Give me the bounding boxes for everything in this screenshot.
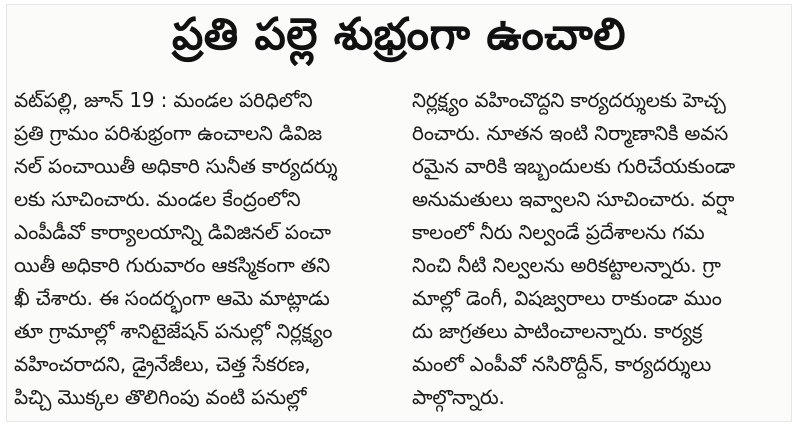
article-line: మంలో ఎంపీవో నసిరొద్దీన్, కార్యదర్శులు: [412, 352, 712, 376]
article-line: రించారు. నూతన ఇంటి నిర్మాణానికి అవస: [412, 121, 729, 145]
article-line: పిచ్చి మొక్కల తొలిగింపు వంటి పనుల్లో: [14, 385, 307, 409]
article-line: నిర్లక్ష్యం వహించొద్దని కార్యదర్శులకు హెచ్చ: [412, 88, 726, 112]
article-line: ఎంపీడీవో కార్యాలయాన్ని డివిజినల్ పంచా: [14, 220, 331, 244]
article-line: మాల్లో డెంగీ, విషజ్వరాలు రాకుండా ముం: [412, 286, 722, 310]
newspaper-clipping: [6, 4, 792, 422]
article-column-left: [14, 84, 386, 414]
article-line: లకు సూచించారు. మండల కేంద్రంలోని: [14, 187, 301, 211]
article-column-right: [412, 84, 784, 414]
article-line: వహించరాదని, డ్రైనేజీలు, చెత్త సేకరణ,: [14, 352, 311, 376]
headline: ప్రతి పల్లె శుభ్రంగా ఉంచాలి: [171, 9, 627, 60]
article-line: తూ గ్రామాల్లో శానిటైజేషన్ పనుల్లో నిర్లక్ష్యం: [14, 319, 333, 343]
article-line: యితీ అధికారి గురువారం ఆకస్మికంగా తని: [14, 253, 330, 277]
article-line: నల్ పంచాయితీ అధికారి సునీత కార్యదర్శు: [14, 154, 338, 178]
article-line: దు జాగ్రతలు పాటించాలన్నారు. కార్యక్ర: [412, 319, 703, 343]
article-line: పాల్గొన్నారు.: [412, 385, 505, 409]
article-line: నించి నీటి నిల్వలను అరికట్టాలన్నారు. గ్రా: [412, 253, 721, 277]
article-line: కాలంలో నీరు నిల్వండే ప్రదేశాలను గమ: [412, 220, 705, 244]
article-line: అనుమతులు ఇవ్వాలని సూచించారు. వర్షా: [412, 187, 735, 211]
article-line: వట్‌పల్లి, జూన్ 19 : మండల పరిధిలోని: [14, 88, 313, 112]
article-line: ఖీ చేశారు. ఈ సందర్భంగా ఆమె మాట్లాడు: [14, 286, 330, 310]
article-body: [14, 84, 784, 414]
article-line: రమైన వారికి ఇబ్బందులకు గురిచేయకుండా: [412, 154, 735, 178]
article-line: ప్రతి గ్రామం పరిశుభ్రంగా ఉంచాలని డివిజ: [14, 121, 322, 145]
